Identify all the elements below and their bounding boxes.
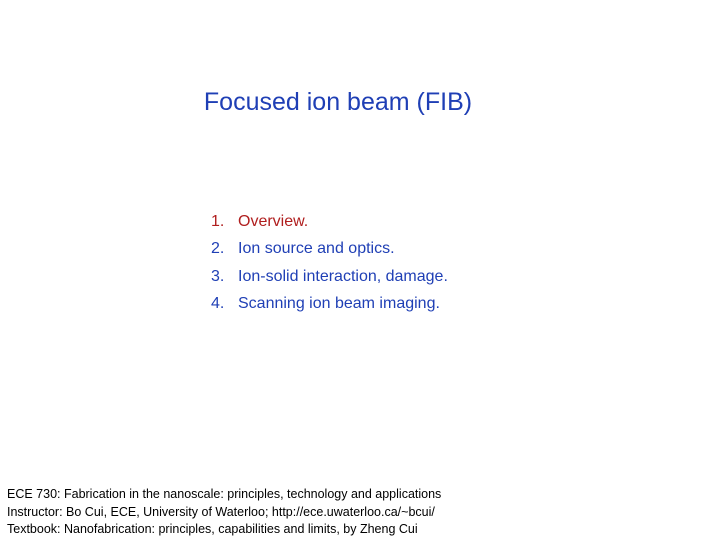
outline-text: Ion source and optics. <box>238 240 395 258</box>
outline-item-imaging <box>211 291 448 319</box>
outline-text: Overview. <box>238 212 309 230</box>
course-footer <box>7 486 441 539</box>
outline-number: 3. <box>211 267 225 285</box>
footer-course: ECE 730: Fabrication in the nanoscale: principles, technology and applications <box>7 487 442 501</box>
outline-number: 4. <box>211 295 225 313</box>
outline-text: Ion-solid interaction, damage. <box>238 267 448 285</box>
outline-list <box>211 208 448 318</box>
outline-item-ion-source <box>211 236 448 264</box>
outline-text: Scanning ion beam imaging. <box>238 295 440 313</box>
outline-item-overview <box>211 208 448 236</box>
outline-item-ion-solid-interaction <box>211 263 448 291</box>
footer-instructor: Instructor: Bo Cui, ECE, University of Waterloo; http://ece.uwaterloo.ca/~bcui/ <box>7 504 435 519</box>
outline-number: 2. <box>211 240 225 258</box>
outline-number: 1. <box>211 212 225 230</box>
footer-textbook: Textbook: Nanofabrication: principles, capabilities and limits, by Zheng Cui <box>7 522 418 536</box>
slide-title: Focused ion beam (FIB) <box>203 88 473 116</box>
